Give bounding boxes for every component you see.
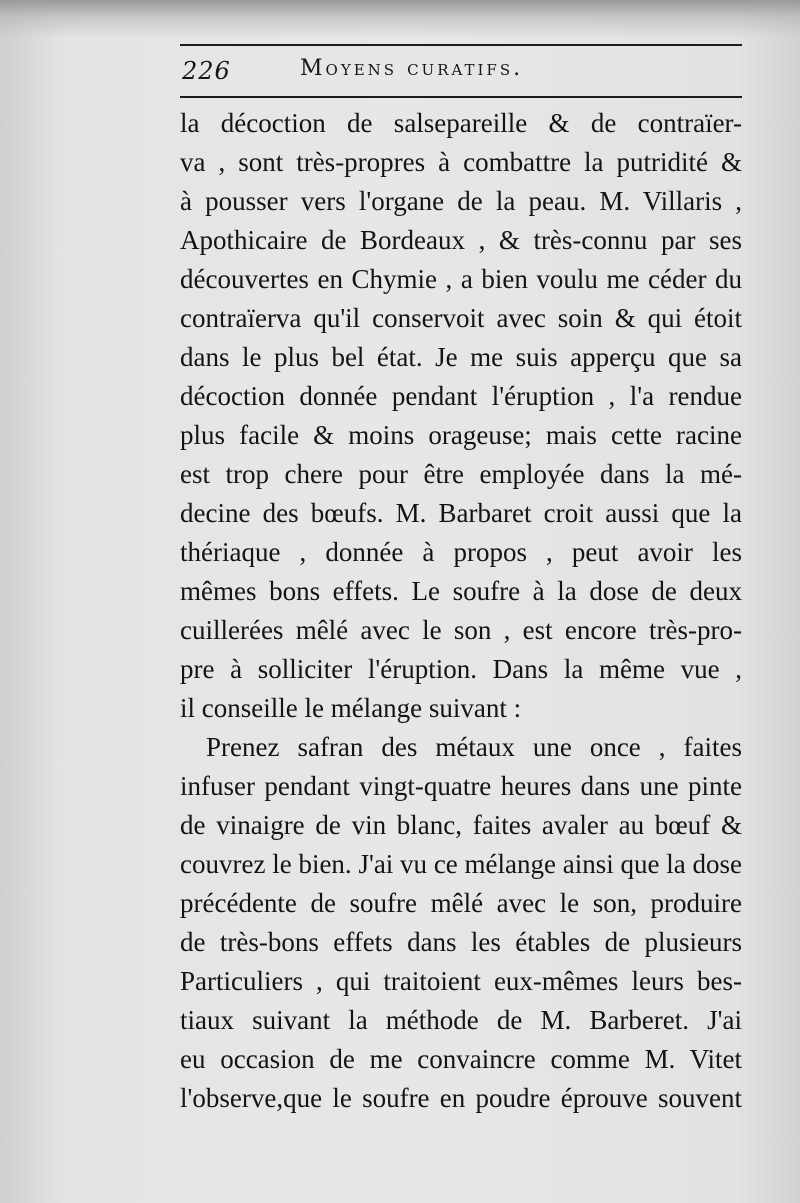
- text-line: Apothicaire de Bordeaux , & très-connu par ses: [180, 225, 742, 255]
- text-line: plus facile & moins orageuse; mais cette racine: [180, 420, 742, 450]
- running-head: Moyens curatifs.: [300, 56, 524, 81]
- text-line: Prenez safran des métaux une once , faites: [206, 732, 742, 762]
- header-rule-bottom: [180, 96, 742, 98]
- text-line: infuser pendant vingt-quatre heures dans une pinte: [180, 771, 742, 801]
- page-edge-shadow: [0, 0, 800, 38]
- page-number: 226: [182, 57, 231, 85]
- text-line: il conseille le mélange suivant :: [180, 693, 522, 723]
- text-line: couvrez le bien. J'ai vu ce mélange ainsi que la dose: [180, 849, 742, 879]
- text-line: contraïerva qu'il conservoit avec soin & qui étoit: [180, 303, 742, 333]
- header-rule-top: [180, 44, 742, 46]
- text-line: va , sont très-propres à combattre la putridité &: [180, 147, 742, 177]
- text-line: de très-bons effets dans les étables de plusieurs: [180, 927, 742, 957]
- text-line: de vinaigre de vin blanc, faites avaler au bœuf &: [180, 810, 742, 840]
- text-line: cuillerées mêlé avec le son , est encore très-pro-: [180, 615, 742, 645]
- text-line: decine des bœufs. M. Barbaret croit aussi que la: [180, 498, 742, 528]
- text-line: à pousser vers l'organe de la peau. M. Villaris ,: [180, 186, 742, 216]
- text-line: précédente de soufre mêlé avec le son, produire: [180, 888, 742, 918]
- text-line: la décoction de salsepareille & de contraïer-: [180, 108, 742, 138]
- page-header: [180, 44, 742, 98]
- text-line: Particuliers , qui traitoient eux-mêmes leurs bes-: [180, 966, 742, 996]
- text-line: thériaque , donnée à propos , peut avoir les: [180, 537, 742, 567]
- text-line: eu occasion de me convaincre comme M. Vitet: [180, 1044, 742, 1074]
- text-line: mêmes bons effets. Le soufre à la dose de deux: [180, 576, 742, 606]
- text-line: pre à solliciter l'éruption. Dans la même vue ,: [180, 654, 742, 684]
- text-line: est trop chere pour être employée dans la mé-: [180, 459, 742, 489]
- text-line: l'observe,que le soufre en poudre éprouve souvent: [180, 1083, 742, 1113]
- text-line: dans le plus bel état. Je me suis apperçu que sa: [180, 342, 742, 372]
- text-line: découvertes en Chymie , a bien voulu me céder du: [180, 264, 742, 294]
- text-line: décoction donnée pendant l'éruption , l'a rendue: [180, 381, 742, 411]
- text-line: tiaux suivant la méthode de M. Barberet. J'ai: [180, 1005, 742, 1035]
- body-text: [180, 104, 742, 1118]
